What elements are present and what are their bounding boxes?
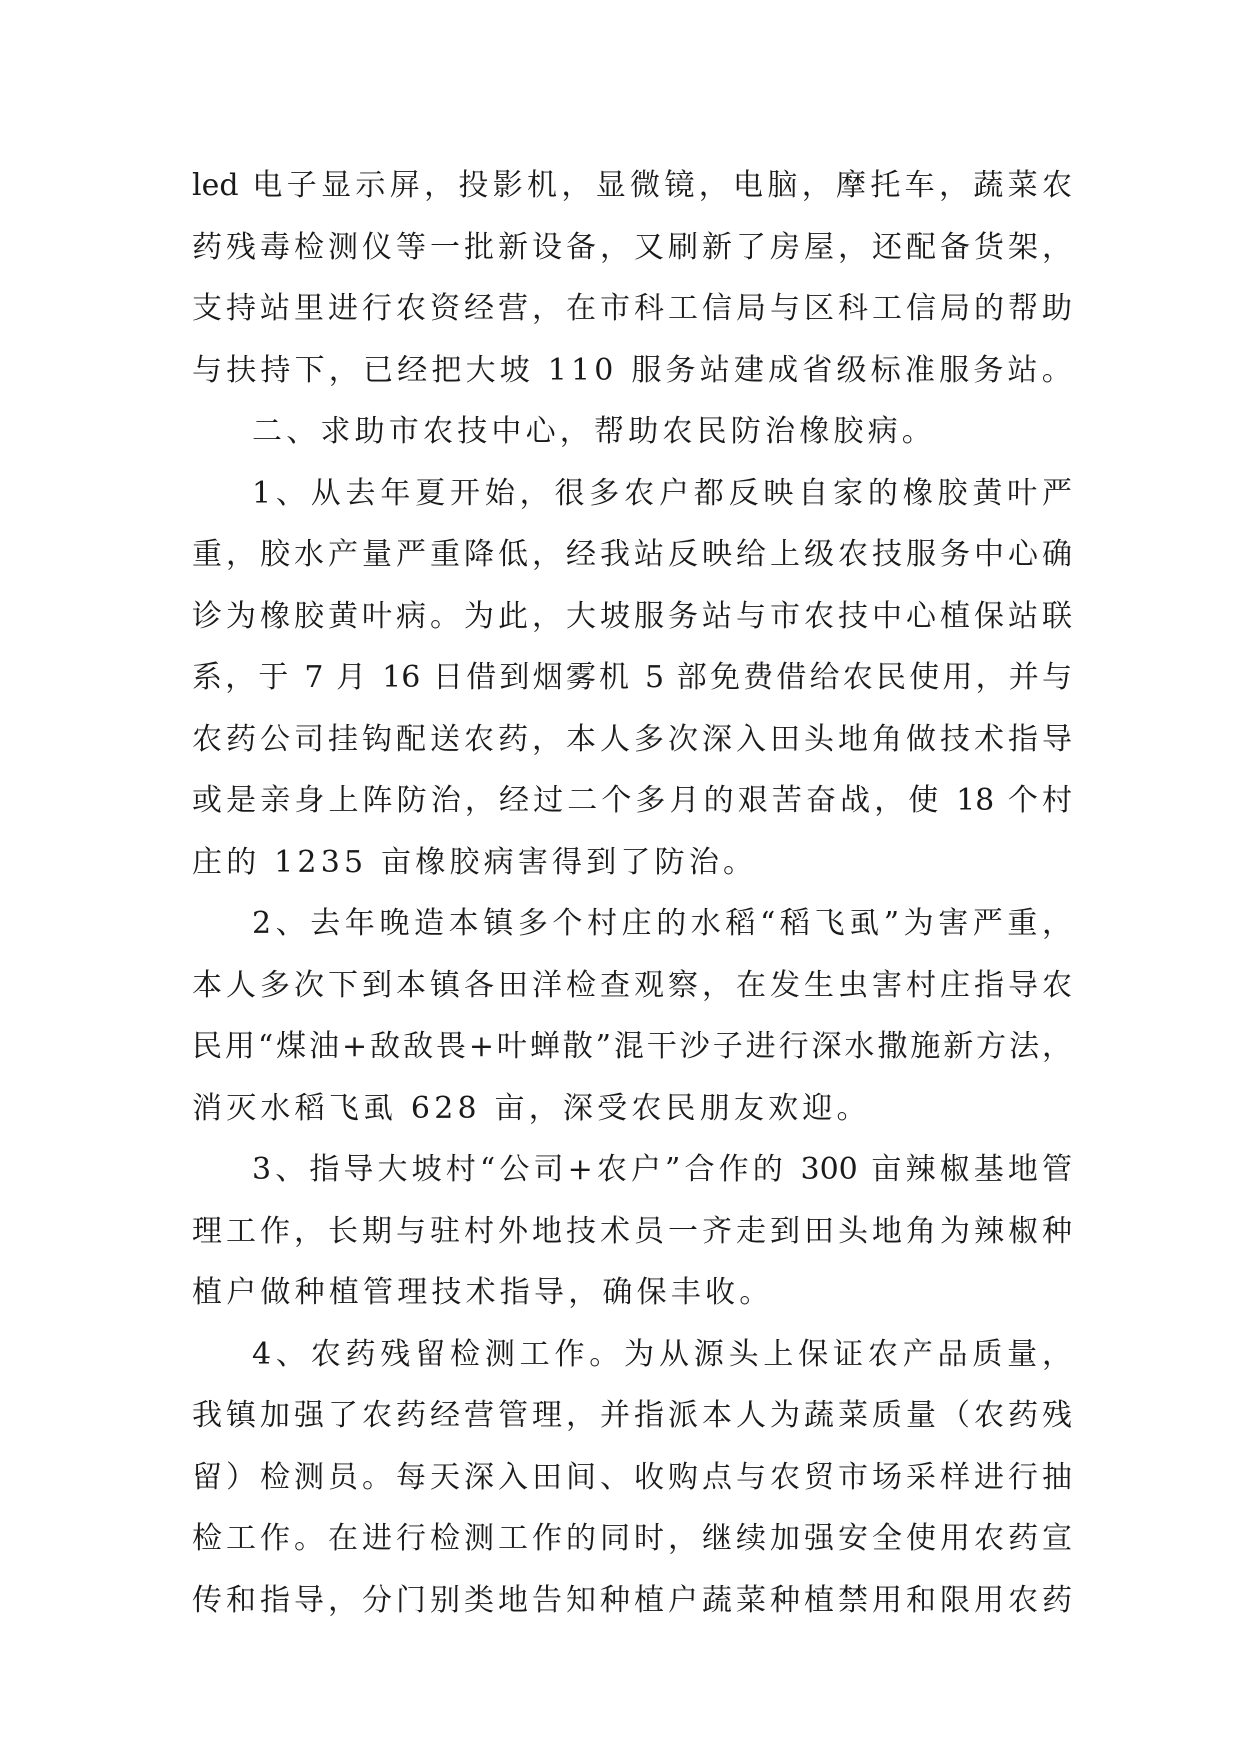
text-line: 我镇加强了农药经营管理，并指派本人为蔬菜质量（农药残: [192, 1398, 1072, 1433]
text-line: 消灭水稻飞虱 628 亩，深受农民朋友欢迎。: [192, 1090, 871, 1126]
text-line: led 电子显示屏，投影机，显微镜，电脑，摩托车，蔬菜农: [192, 168, 1072, 203]
text-line: 药残毒检测仪等一批新设备，又刷新了房屋，还配备货架，: [192, 229, 1072, 265]
text-line: 或是亲身上阵防治，经过二个多月的艰苦奋战，使 18 个村: [192, 783, 1072, 818]
text-line: 诊为橡胶黄叶病。为此，大坡服务站与市农技中心植保站联: [192, 598, 1072, 634]
text-line: 农药公司挂钩配送农药，本人多次深入田头地角做技术指导: [192, 721, 1072, 757]
text-line: 留）检测员。每天深入田间、收购点与农贸市场采样进行抽: [192, 1459, 1072, 1495]
text-line: 植户做种植管理技术指导，确保丰收。: [192, 1275, 774, 1310]
text-line: 支持站里进行农资经营，在市科工信局与区科工信局的帮助: [192, 291, 1072, 326]
text-line: 1、从去年夏开始，很多农户都反映自家的橡胶黄叶严: [252, 475, 1072, 511]
text-line: 重，胶水产量严重降低，经我站反映给上级农技服务中心确: [192, 537, 1072, 572]
section-heading: 二、求助市农技中心，帮助农民防治橡胶病。: [252, 414, 936, 449]
text-line: 理工作，长期与驻村外地技术员一齐走到田头地角为辣椒种: [192, 1213, 1072, 1249]
text-line: 传和指导，分门别类地告知种植户蔬菜种植禁用和限用农药: [192, 1582, 1072, 1618]
text-line: 民用“煤油+敌敌畏+叶蝉散”混干沙子进行深水撒施新方法，: [192, 1029, 1072, 1064]
text-line: 3、指导大坡村“公司+农户”合作的 300 亩辣椒基地管: [252, 1152, 1072, 1187]
text-line: 2、去年晚造本镇多个村庄的水稻“稻飞虱”为害严重，: [252, 906, 1072, 941]
text-line: 检工作。在进行检测工作的同时，继续加强安全使用农药宣: [192, 1521, 1072, 1556]
text-line: 与扶持下，已经把大坡 110 服务站建成省级标准服务站。: [192, 352, 1076, 388]
text-line: 4、农药残留检测工作。为从源头上保证农产品质量，: [252, 1336, 1072, 1372]
text-line: 庄的 1235 亩橡胶病害得到了防治。: [192, 844, 758, 880]
body-text: [192, 155, 1076, 1631]
text-line: 本人多次下到本镇各田洋检查观察，在发生虫害村庄指导农: [192, 967, 1072, 1003]
text-line: 系，于 7 月 16 日借到烟雾机 5 部免费借给农民使用，并与: [192, 660, 1072, 695]
